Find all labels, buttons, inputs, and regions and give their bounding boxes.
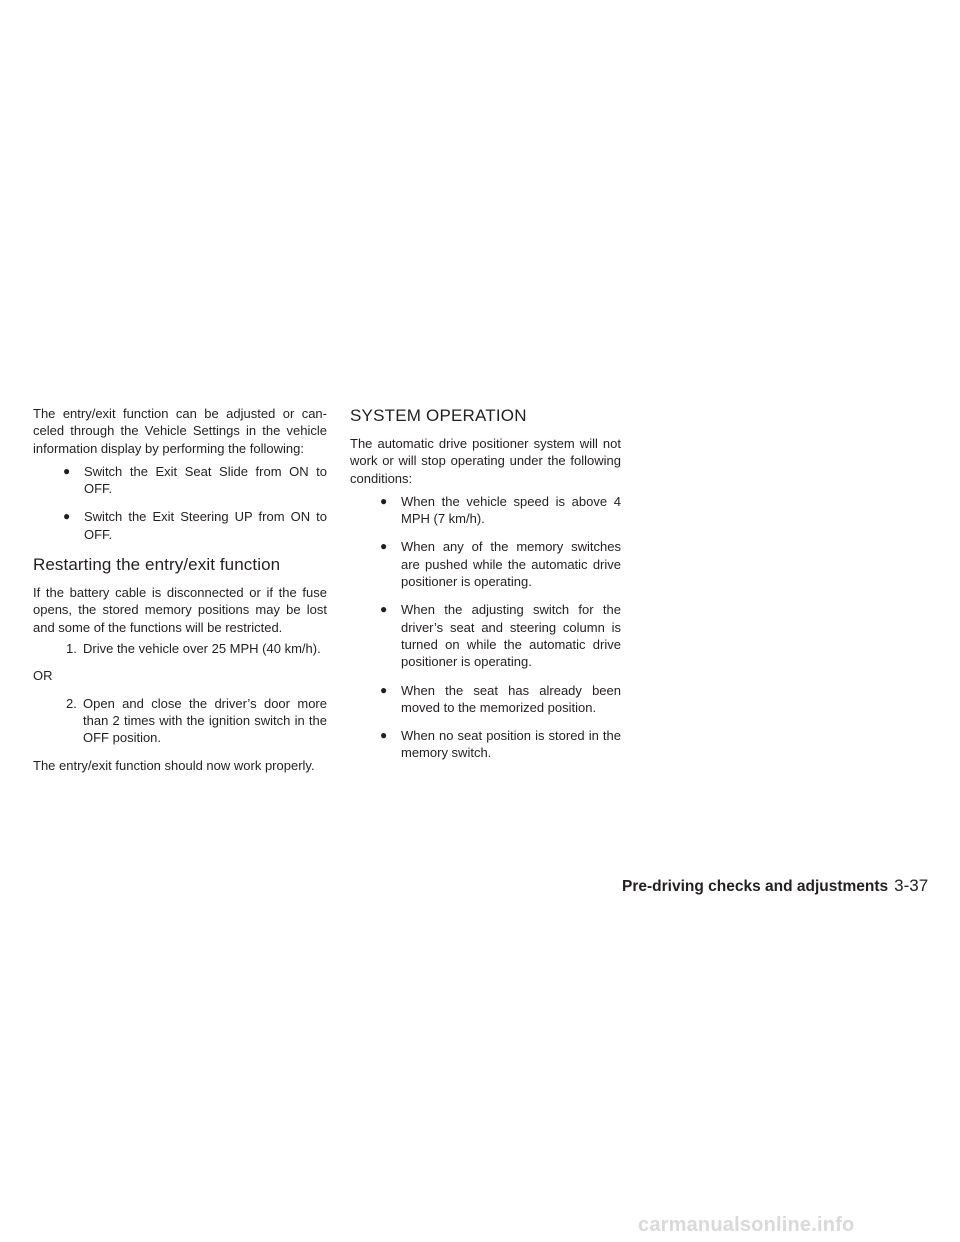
bullet-icon: ● — [380, 602, 388, 617]
section-heading: Restarting the entry/exit function — [33, 555, 281, 575]
intro-paragraph: The entry/exit function can be adjusted or can-celed through the Vehicle Settings in the vehicle information display by performing the following: — [33, 406, 327, 456]
bullet-text: When any of the memory switches are pushed while the automatic drive positioner is operating. — [401, 539, 621, 590]
right-column — [350, 405, 621, 773]
bullet-icon: ● — [63, 509, 71, 524]
list-item — [350, 493, 621, 528]
bullet-text: Switch the Exit Steering UP from ON to OFF. — [84, 509, 327, 542]
intro-paragraph: The automatic drive positioner system will not work or will stop operating under the following conditions: — [350, 436, 621, 486]
restart-paragraph: If the battery cable is disconnected or if the fuse opens, the stored memory positions may be lost and some of the functions will be restricted. — [33, 585, 327, 635]
bullet-text: When the seat has already been moved to the memorized position. — [401, 682, 621, 715]
list-item — [350, 727, 621, 762]
page-number: 3-37 — [894, 876, 929, 895]
bullet-text: Switch the Exit Seat Slide from ON to OFF. — [84, 463, 327, 497]
step-text: Open and close the driver’s door more than 2 times with the ignition switch in the OFF position. — [83, 695, 327, 746]
conditions-bullet-list — [350, 493, 621, 762]
step-number: 1. — [66, 640, 77, 656]
closing-paragraph: The entry/exit function should now work properly. — [33, 758, 315, 774]
bullet-icon: ● — [380, 682, 388, 697]
list-item — [350, 682, 621, 717]
list-item — [33, 640, 327, 657]
bullet-text: When no seat position is stored in the memory switch. — [401, 728, 621, 761]
list-item — [350, 538, 621, 590]
bullet-icon: ● — [380, 728, 388, 743]
bullet-icon: ● — [63, 463, 71, 478]
bullet-icon: ● — [380, 539, 388, 554]
bullet-text: When the adjusting switch for the driver’s seat and steering column is turned on while the automatic drive positioner is operating. — [401, 602, 621, 670]
footer-section-title: Pre-driving checks and adjustments — [622, 878, 889, 895]
settings-bullet-list — [33, 463, 327, 543]
step-text: Drive the vehicle over 25 MPH (40 km/h). — [83, 640, 321, 656]
list-item — [350, 601, 621, 670]
bullet-icon: ● — [380, 493, 388, 508]
list-item — [33, 695, 327, 747]
bullet-text: When the vehicle speed is above 4 MPH (7 km/h). — [401, 493, 621, 527]
watermark: carmanualsonline.info — [638, 1214, 855, 1236]
list-item — [33, 508, 327, 543]
or-label: OR — [33, 668, 53, 684]
section-heading: SYSTEM OPERATION — [350, 406, 527, 425]
step-number: 2. — [66, 695, 77, 711]
steps-list-continued — [33, 695, 327, 747]
page-footer — [622, 876, 929, 897]
list-item — [33, 463, 327, 498]
steps-list — [33, 640, 327, 657]
left-column — [33, 405, 327, 775]
